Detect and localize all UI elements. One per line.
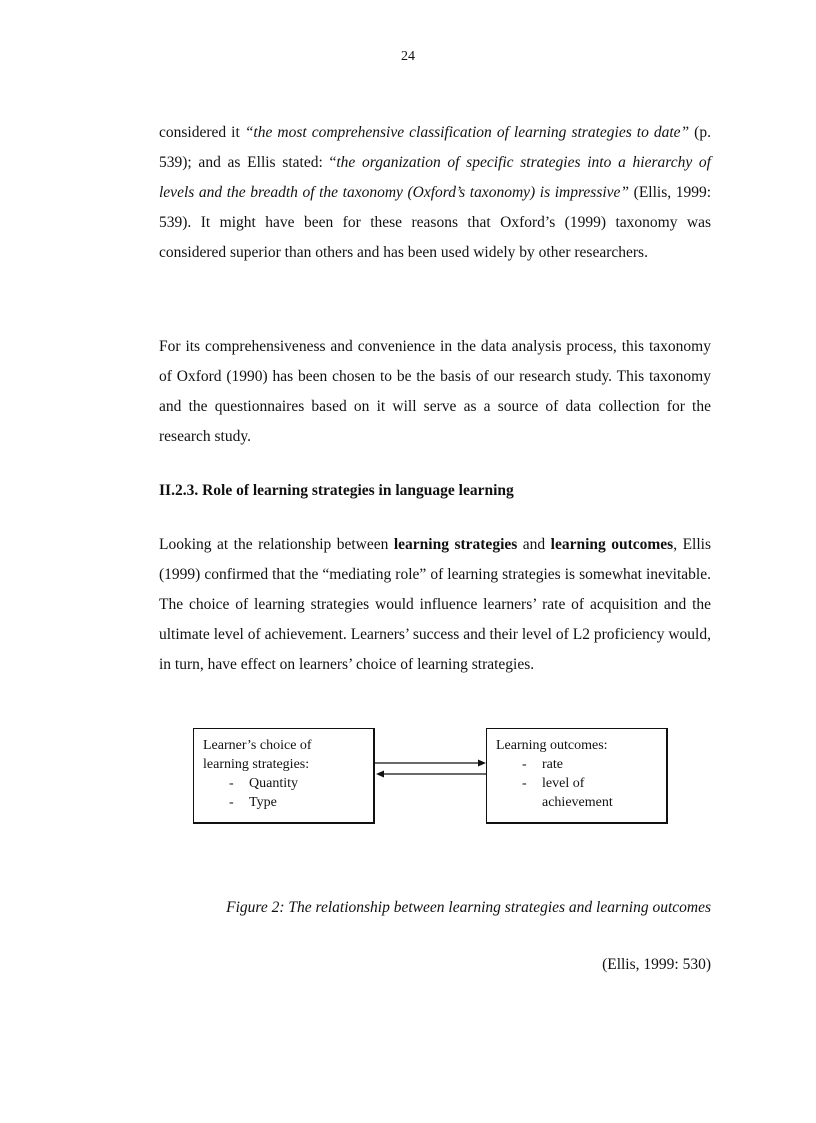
outcomes-box-list	[496, 755, 657, 812]
outcomes-box-item	[496, 774, 657, 793]
figure-box-learner-choice	[193, 728, 375, 824]
outcomes-box-title: Learning outcomes:	[496, 738, 608, 753]
paragraph-3	[159, 530, 711, 680]
list-dash: -	[522, 776, 527, 791]
learner-box-item	[203, 774, 364, 793]
outcomes-box-item-text: rate	[542, 757, 563, 772]
paragraph-3-bold-b: learning outcomes	[550, 536, 674, 553]
learner-box-title-line-1: Learner’s choice of	[203, 738, 312, 753]
learner-box-title-line-2: learning strategies:	[203, 757, 310, 772]
section-heading: II.2.3. Role of learning strategies in language learning	[159, 482, 514, 499]
outcomes-box-item-text: level of	[542, 776, 585, 791]
figure-box-learning-outcomes	[486, 728, 668, 824]
arrowhead-right-icon	[478, 760, 486, 767]
learner-box-item-text: Type	[249, 795, 277, 810]
list-dash: -	[522, 757, 527, 772]
outcomes-box-item-continued	[496, 793, 657, 812]
outcomes-box-item	[496, 755, 657, 774]
paragraph-1-quote-b: the organization of specific strategies into a hierarchy of levels and the breadth of the taxonomy (Oxford’s taxonomy) is impressive”	[159, 154, 711, 201]
list-dash: -	[229, 795, 234, 810]
arrowhead-left-icon	[376, 771, 384, 778]
page-number: 24	[401, 49, 415, 64]
figure-source: (Ellis, 1999: 530)	[602, 956, 711, 973]
paragraph-1-quote-a: “the most comprehensive classification of learning strategies to date”	[244, 124, 690, 141]
learner-box-item	[203, 793, 364, 812]
list-dash: -	[229, 776, 234, 791]
paragraph-3-text-a: Looking at the relationship between	[159, 536, 394, 553]
paragraph-3-text-b: and	[517, 536, 551, 553]
learner-box-list	[203, 774, 364, 812]
paragraph-3-text-c: , Ellis (1999) confirmed that the “mediating role” of learning strategies is somewhat inevitable. The choice of learning strategies would influence learners’ rate of acquisition and the ultimate level of achievement. Learners’ success and their level of L2 proficiency would, in turn, have effect on learners’ choice of learning strategies.	[159, 536, 711, 673]
outcomes-box-item-text: achievement	[542, 795, 613, 810]
paragraph-1-text-a: considered it	[159, 124, 245, 141]
figure-caption: Figure 2: The relationship between learning strategies and learning outcomes	[226, 899, 711, 916]
paragraph-1	[159, 118, 711, 268]
paragraph-2: For its comprehensiveness and convenience in the data analysis process, this taxonomy of Oxford (1990) has been chosen to be the basis of our research study. This taxonomy and the questionnaires based on it will serve as a source of data collection for the research study.	[159, 338, 711, 445]
paragraph-1-text-c: (Ellis, 1999: 539). It might have been for these reasons that Oxford’s (1999) taxonomy was considered superior than others and has been used widely by other researchers.	[159, 184, 712, 261]
bidirectional-arrows	[374, 756, 488, 780]
learner-box-item-text: Quantity	[249, 776, 298, 791]
paragraph-1-text-b: (p. 539); and as Ellis stated: “	[159, 124, 711, 171]
paragraph-3-bold-a: learning strategies	[393, 536, 518, 553]
